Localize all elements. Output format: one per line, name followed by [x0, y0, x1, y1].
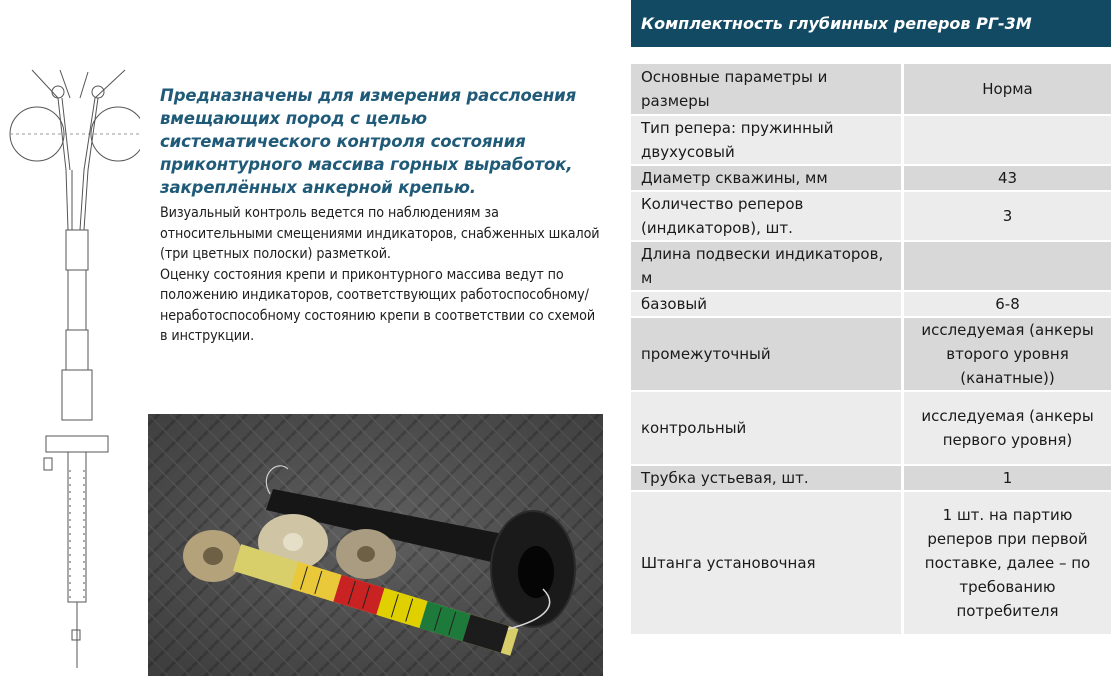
table-row [631, 392, 1111, 464]
header-param: Основные параметры и размеры [631, 64, 901, 114]
row-value: 3 [901, 192, 1111, 240]
description-paragraph-1: Визуальный контроль ведется по наблюдениям за относительными смещениями индикаторов, снабженных шкалой (три цветных полоски) разметкой. [160, 205, 600, 262]
row-param: Трубка устьевая, шт. [631, 466, 901, 490]
row-value [901, 242, 1111, 290]
description-block [160, 84, 600, 347]
row-param: Штанга установочная [631, 492, 901, 634]
row-value: исследуемая (анкеры второго уровня (канатные)) [901, 318, 1111, 390]
row-param: Количество реперов (индикаторов), шт. [631, 192, 901, 240]
table-row [631, 242, 1111, 290]
product-photo [148, 414, 603, 676]
row-value: 43 [901, 166, 1111, 190]
row-param: Длина подвески индикаторов, м [631, 242, 901, 290]
table-row [631, 466, 1111, 490]
row-value: 1 [901, 466, 1111, 490]
table-row [631, 492, 1111, 634]
reper-schematic [0, 60, 140, 680]
table-row [631, 192, 1111, 240]
row-value: 1 шт. на партию реперов при первой поставке, далее – по требованию потребителя [901, 492, 1111, 634]
row-param: промежуточный [631, 318, 901, 390]
row-param: контрольный [631, 392, 901, 464]
table-row [631, 318, 1111, 390]
table-row [631, 292, 1111, 316]
description-lead: Предназначены для измерения расслоения вмещающих пород с целью систематического контроля состояния приконтурного массива горных выработок, закреплённых анкерной крепью. [160, 86, 577, 197]
spec-table [631, 62, 1111, 636]
row-param: базовый [631, 292, 901, 316]
table-title: Комплектность глубинных реперов РГ-3М [631, 0, 1111, 47]
row-value: 6-8 [901, 292, 1111, 316]
table-header-row [631, 64, 1111, 114]
table-row [631, 166, 1111, 190]
row-value: исследуемая (анкеры первого уровня) [901, 392, 1111, 464]
row-param: Тип репера: пружинный двухусовый [631, 116, 901, 164]
row-value [901, 116, 1111, 164]
description-paragraph-2: Оценку состояния крепи и приконтурного массива ведут по положению индикаторов, соответствующих работоспособному/неработоспособному состоянию крепи в соответствии со схемой в инструкции. [160, 266, 596, 344]
header-value: Норма [901, 64, 1111, 114]
row-param: Диаметр скважины, мм [631, 166, 901, 190]
table-row [631, 116, 1111, 164]
